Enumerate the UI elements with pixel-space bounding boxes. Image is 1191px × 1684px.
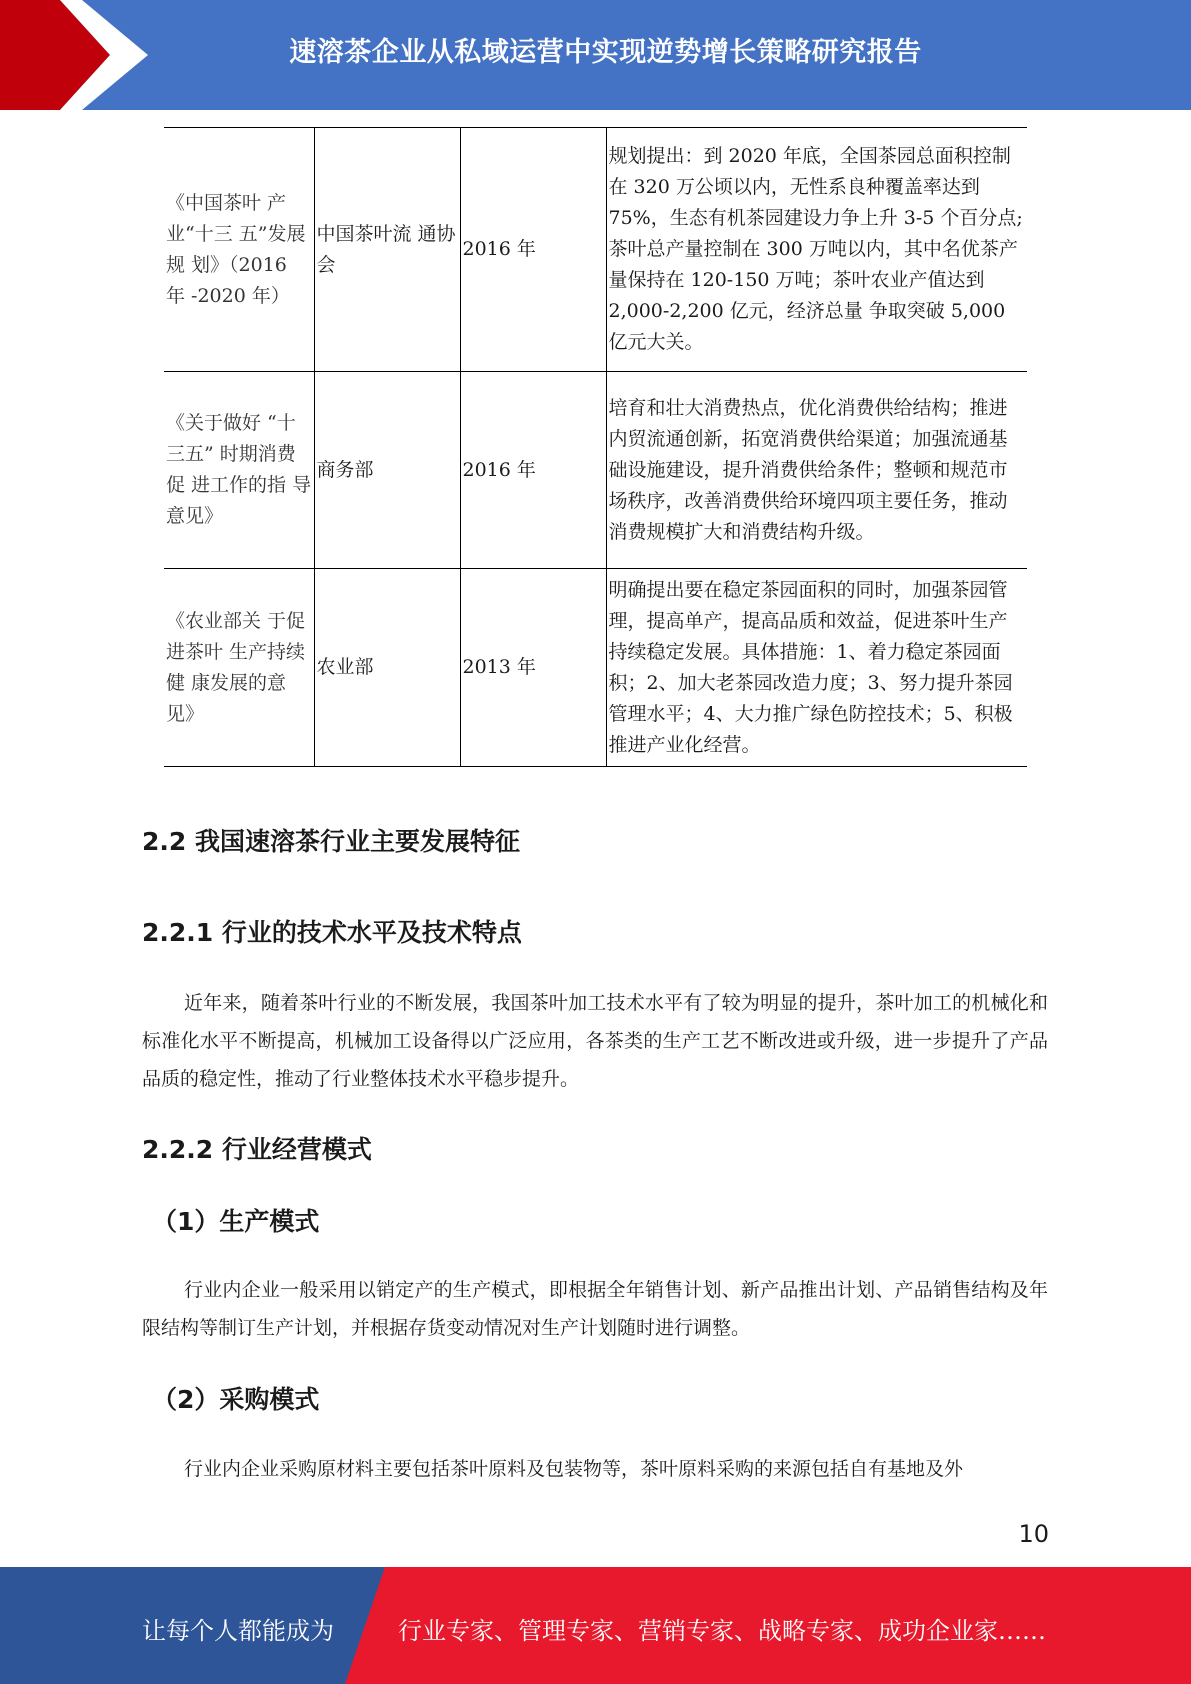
policy-year: 2013 年 xyxy=(460,569,606,767)
paragraph-procurement-mode: 行业内企业采购原材料主要包括茶叶原料及包装物等，茶叶原料采购的来源包括自有基地及外 xyxy=(184,1458,964,1480)
document-title: 速溶茶企业从私域运营中实现逆势增长策略研究报告 xyxy=(289,37,922,68)
policy-year: 2016 年 xyxy=(460,372,606,569)
policy-name: 《关于做好 “十三五” 时期消费促 进工作的指 导意见》 xyxy=(164,372,314,569)
paragraph-tech-level: 近年来，随着茶叶行业的不断发展，我国茶叶加工技术水平有了较为明显的提升，茶叶加工的机械化和标准化水平不断提高，机械加工设备得以广泛应用，各茶类的生产工艺不断改进或升级，进一步提升了产品品质的稳定性，推动了行业整体技术水平稳步提升。 xyxy=(142,992,1048,1090)
policy-name: 《中国茶叶 产业“十三 五”发展规 划》（2016 年 -2020 年） xyxy=(164,128,314,372)
subheading-production-mode: （1）生产模式 xyxy=(152,1207,320,1236)
policy-issuer: 商务部 xyxy=(314,372,460,569)
section-heading-2-2: 2.2 我国速溶茶行业主要发展特征 xyxy=(142,827,520,856)
header-banner xyxy=(0,0,1191,110)
section-heading-2-2-1: 2.2.1 行业的技术水平及技术特点 xyxy=(142,918,522,947)
policy-content: 规划提出：到 2020 年底，全国茶园总面积控制在 320 万公顷以内，无性系良种覆盖率达到 75%，生态有机茶园建设力争上升 3-5 个百分点;茶叶总产量控制在 300 万吨以内，其中名优茶产量保持在 120-150 万吨；茶叶农业产值达到 2,000-2,200 亿元，经济总量 争取突破 5,000 亿元大关。 xyxy=(606,128,1027,372)
table-row xyxy=(164,128,1027,372)
paragraph-production-mode: 行业内企业一般采用以销定产的生产模式，即根据全年销售计划、新产品推出计划、产品销售结构及年限结构等制订生产计划，并根据存货变动情况对生产计划随时进行调整。 xyxy=(142,1279,1048,1339)
footer-slogan-right: 行业专家、管理专家、营销专家、战略专家、成功企业家…… xyxy=(398,1617,1046,1645)
footer-slogan-left: 让每个人都能成为 xyxy=(142,1617,334,1645)
policy-issuer: 中国茶叶流 通协会 xyxy=(314,128,460,372)
policy-year: 2016 年 xyxy=(460,128,606,372)
section-heading-2-2-2: 2.2.2 行业经营模式 xyxy=(142,1135,372,1164)
subheading-procurement-mode: （2）采购模式 xyxy=(152,1385,320,1414)
table-row xyxy=(164,372,1027,569)
policy-content: 培育和壮大消费热点，优化消费供给结构；推进内贸流通创新，拓宽消费供给渠道；加强流通基础设施建设，提升消费供给条件；整顿和规范市场秩序，改善消费供给环境四项主要任务，推动消费规模扩大和消费结构升级。 xyxy=(606,372,1027,569)
footer-banner xyxy=(0,1567,1191,1684)
table-row xyxy=(164,569,1027,767)
policy-name: 《农业部关 于促进茶叶 生产持续健 康发展的意 见》 xyxy=(164,569,314,767)
policy-content: 明确提出要在稳定茶园面积的同时，加强茶园管理，提高单产，提高品质和效益，促进茶叶生产持续稳定发展。具体措施：1、着力稳定茶园面积；2、加大老茶园改造力度；3、努力提升茶园管理水平；4、大力推广绿色防控技术；5、积极推进产业化经营。 xyxy=(606,569,1027,767)
policy-issuer: 农业部 xyxy=(314,569,460,767)
policy-table xyxy=(164,127,1027,767)
page-number: 10 xyxy=(1018,1520,1049,1548)
